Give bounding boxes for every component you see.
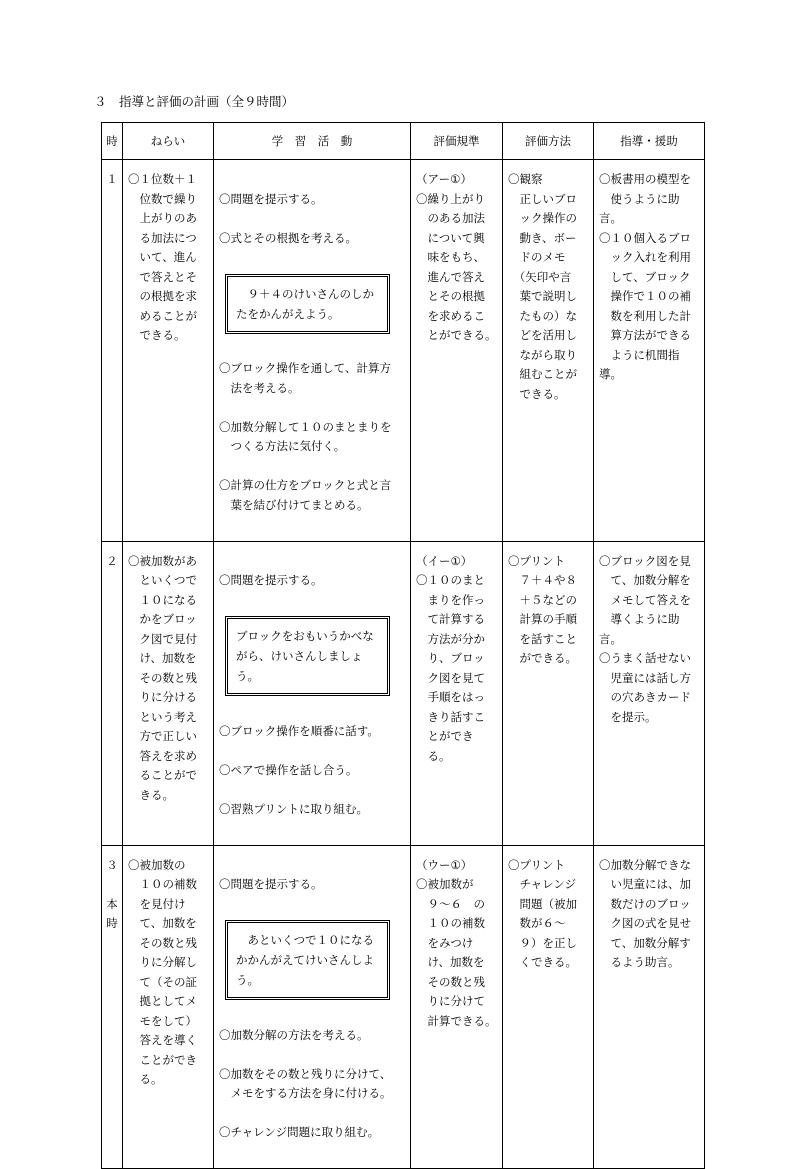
activity-item: 〇ペアで操作を話し合う。 xyxy=(219,762,358,777)
header-support: 指導・援助 xyxy=(594,123,705,160)
table-header-row xyxy=(102,123,705,160)
header-method: 評価方法 xyxy=(503,123,594,160)
activity-item: 〇チャレンジ問題に取り組む。 xyxy=(219,1125,380,1139)
header-criteria: 評価規準 xyxy=(411,123,503,160)
aim-text: 〇１位数＋１ 位数で繰り 上がりのあ る加法につ いて、進ん で答えとそ の根拠を求 めることが できる。 xyxy=(128,172,197,342)
aim-text: 〇被加数の １０の補数 を見付け て、加数を その数と残 りに分解し て（その証 拠としてメ モをして） 答えを導く ことができ る。 xyxy=(128,857,197,1086)
activity-item: 〇計算の仕方をブロックと式と言 葉を結び付けてまとめる。 xyxy=(219,478,392,512)
task-box: ９＋４のけいさんのしか たをかんがえよう。 xyxy=(225,274,390,334)
criteria-text: （イー①） 〇１０のまと まりを作っ て計算する 方法が分か り、ブロッ ク図を見て 手順をはっ きり話すこ とができ る。 xyxy=(416,553,485,763)
hour-number: ２ xyxy=(106,553,118,568)
activity-item: 〇加数分解して１０のまとまりを つくる方法に気付く。 xyxy=(219,419,392,453)
aim-text: 〇被加数があ といくつで １０になる かをブロッ ク図で見付 け、加数を その数と残 りに分ける という考え 方で正しい 答えを求め ることがで きる。 xyxy=(128,553,197,802)
support-text: 〇板書用の模型を 使うように助言。 〇１０個入るブロ ック入れを利用 して、ブロック 操作で１０の補 数を利用した計 算方法ができる ように机間指導。 xyxy=(599,172,691,381)
activity-item: 〇問題を提示する。 xyxy=(219,191,323,206)
hour-number: ３ 本 時 xyxy=(106,857,118,930)
activity-item: 〇式とその根拠を考える。 xyxy=(219,230,357,245)
activity-item: 〇加数分解の方法を考える。 xyxy=(219,1027,369,1042)
activity-item: 〇習熟プリントに取り組む。 xyxy=(219,801,369,816)
header-aim: ねらい xyxy=(123,123,214,160)
table-row xyxy=(102,160,705,542)
activity-cell xyxy=(214,160,410,541)
activity-item: 〇問題を提示する。 xyxy=(219,877,323,891)
method-text: 〇プリント ７＋４や８ ＋５などの 計算の手順 を話すこと ができる。 xyxy=(508,553,577,665)
activity-item: 〇ブロック操作を通して、計算方 法を考える。 xyxy=(219,361,392,395)
header-activity: 学 習 活 動 xyxy=(214,123,411,160)
method-text: 〇観察 正しいブロ ック操作の 動き、ボー ドのメモ （矢印や言 葉で説明し たもの）な どを活用し ながら取り 組むことが できる。 xyxy=(508,172,577,401)
support-text: 〇ブロック図を見 て、加数分解を メモして答えを 導くように助言。 〇うまく話せない 児童には話し方 の穴あきカード を提示。 xyxy=(599,553,691,724)
criteria-text: （アー①） 〇繰り上がり のある加法 について興 味をもち、 進んで答え とその根拠 を求めるこ とができる。 xyxy=(416,172,497,342)
header-hour: 時 xyxy=(102,123,123,160)
table-row xyxy=(102,845,705,1169)
activity-cell xyxy=(214,846,410,1169)
activity-cell xyxy=(214,542,410,845)
teaching-evaluation-plan-table xyxy=(101,122,705,1169)
task-box: ブロックをおもいうかべな がら、けいさんしましょう。 xyxy=(225,616,390,696)
hour-number: １ xyxy=(106,172,118,186)
method-text: 〇プリント チャレンジ 問題（被加 数が６～ ９）を正し くできる。 xyxy=(508,857,577,969)
section-title: ３ 指導と評価の計画（全９時間） xyxy=(94,94,295,109)
task-box: あといくつで１０になる かかんがえてけいさんしよ う。 xyxy=(225,920,390,1000)
criteria-text: （ウー①） 〇被加数が ９～６ の １０の補数 をみつけ け、加数を その数と残 りに分けて 計算できる。 xyxy=(416,857,497,1028)
support-text: 〇加数分解できな い児童には、加 数だけのブロッ ク図の式を見せ て、加数分解す るよう助言。 xyxy=(599,857,691,969)
table-row xyxy=(102,541,705,845)
activity-item: 〇ブロック操作を順番に話す。 xyxy=(219,723,379,738)
activity-item: 〇加数をその数と残りに分けて、 メモをする方法を身に付ける。 xyxy=(219,1066,392,1100)
activity-item: 〇問題を提示する。 xyxy=(219,573,323,587)
